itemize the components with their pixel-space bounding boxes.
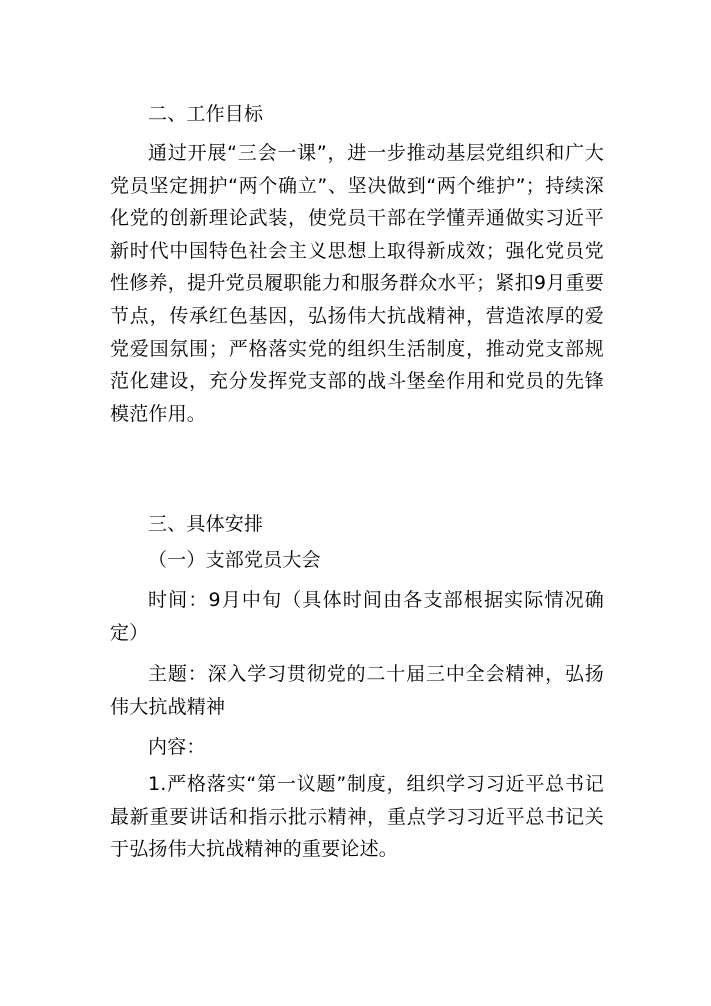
meeting-content-item-1: 1.严格落实“第一议题”制度，组织学习习近平总书记最新重要讲话和指示批示精神，重点学习习近平总书记关于弘扬伟大抗战精神的重要论述。 <box>110 773 604 861</box>
section-heading-work-goals: 二、工作目标 <box>148 103 264 125</box>
meeting-content-label: 内容： <box>148 736 206 758</box>
meeting-time: 时间：9月中旬（具体时间由各支部根据实际情况确定） <box>110 589 604 644</box>
subsection-heading-party-member-meeting: （一）支部党员大会 <box>148 549 321 571</box>
section-heading-specific-arrangements: 三、具体安排 <box>148 513 264 535</box>
meeting-theme: 主题：深入学习贯彻党的二十届三中全会精神，弘扬伟大抗战精神 <box>110 663 604 718</box>
work-goals-paragraph: 通过开展“三会一课”，进一步推动基层党组织和广大党员坚定拥护“两个确立”、坚决做到“两个维护”；持续深化党的创新理论武装，使党员干部在学懂弄通做实习近平新时代中国特色社会主义思想上取得新成效；强化党员党性修养，提升党员履职能力和服务群众水平；紧扣9月重要节点，传承红色基因，弘扬伟大抗战精神，营造浓厚的爱党爱国氛围；严格落实党的组织生活制度，推动党支部规范化建设，充分发挥党支部的战斗堡垒作用和党员的先锋模范作用。 <box>110 142 604 425</box>
